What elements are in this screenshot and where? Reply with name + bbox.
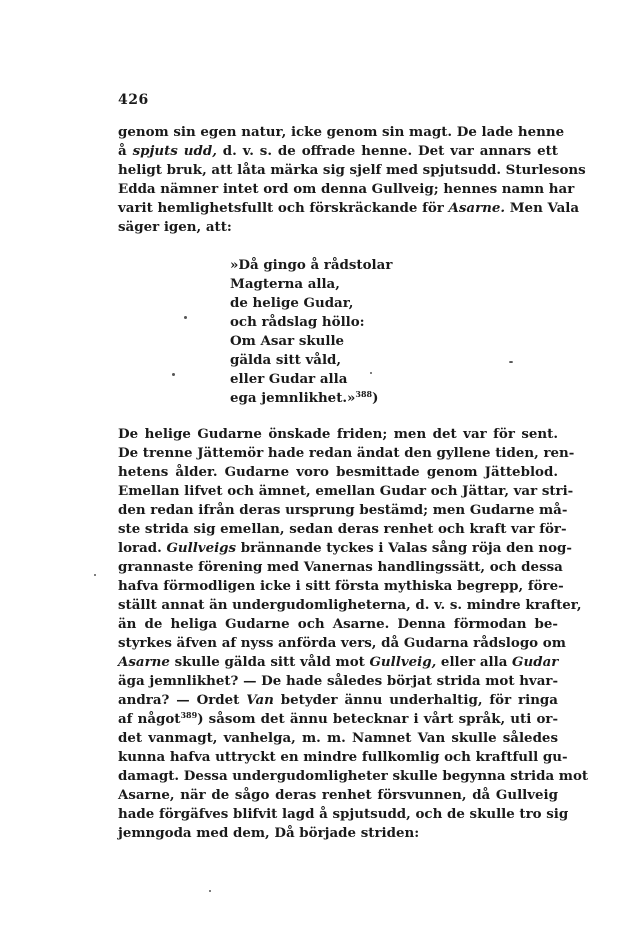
poem-line: och rådslag höllo:: [230, 314, 365, 330]
print-speck: [172, 373, 175, 376]
text-line: De helige Gudarne önskade friden; men det var för sent.: [118, 426, 558, 442]
paragraph-2: [118, 425, 589, 843]
poem-line: Magterna alla,: [230, 276, 340, 292]
text-line: det vanmagt, vanhelga, m. m. Namnet Van skulle således: [118, 730, 558, 746]
text-line: ste strida sig emellan, sedan deras renhet och kraft var för-: [118, 521, 567, 537]
print-speck: [184, 316, 187, 319]
text-line: andra? — Ordet Van betyder ännu underhaltig, för ringa: [118, 692, 558, 708]
text-line: ställt annat än undergudomligheterna, d. v. s. mindre krafter,: [118, 597, 582, 613]
print-speck: [370, 372, 372, 374]
poem-line: ega jemnlikhet.»$^{388}$): [230, 389, 379, 406]
text-line: kunna hafva uttryckt en mindre fullkomlig och kraftfull gu-: [118, 749, 568, 765]
text-line: af något$^{389}$) såsom det ännu betecknar i vårt språk, uti or-: [118, 710, 558, 727]
text-line: hetens ålder. Gudarne voro besmittade genom Jätteblod.: [118, 464, 558, 480]
text-line: lorad. Gullveigs brännande tyckes i Valas sång röja den nog-: [118, 540, 572, 556]
text-line: än de heliga Gudarne och Asarne. Denna förmodan be-: [118, 616, 558, 632]
print-speck: [509, 361, 513, 363]
text-line: styrkes äfven af nyss anförda vers, då Gudarna rådslogo om: [118, 635, 566, 651]
text-line: damagt. Dessa undergudomligheter skulle begynna strida mot: [118, 768, 589, 784]
footnote-ref: 388: [355, 389, 373, 399]
footnote-ref: 389: [180, 710, 198, 720]
text-line: Emellan lifvet och ämnet, emellan Gudar och Jättar, var stri-: [118, 483, 574, 499]
text-line: De trenne Jättemör hade redan ändat den gyllene tiden, ren-: [118, 445, 575, 461]
text-line: jemngoda med dem, Då började striden:: [118, 825, 420, 841]
poem-line: eller Gudar alla: [230, 371, 348, 387]
text-line: å spjuts udd, d. v. s. de offrade henne. Det var annars ett: [118, 143, 558, 159]
poem-quote: [230, 256, 392, 408]
poem-line: gälda sitt våld,: [230, 352, 342, 368]
text-line: säger igen, att:: [118, 219, 232, 235]
text-line: genom sin egen natur, icke genom sin magt. De lade henne: [118, 124, 565, 140]
print-speck: [209, 890, 211, 892]
print-speck: [94, 574, 96, 576]
text-line: Asarne skulle gälda sitt våld mot Gullveig, eller alla Gudar: [118, 654, 559, 670]
text-line: äga jemnlikhet? — De hade således börjat strida mot hvar-: [118, 673, 558, 689]
text-line: hafva förmodligen icke i sitt första mythiska begrepp, före-: [118, 578, 564, 594]
text-line: heligt bruk, att låta märka sig sjelf med spjutsudd. Sturlesons: [118, 162, 586, 178]
text-line: varit hemlighetsfullt och förskräckande för Asarne. Men Vala: [118, 200, 580, 216]
paragraph-1: [118, 123, 586, 237]
poem-line: »Då gingo å rådstolar: [230, 257, 393, 273]
page-number: 426: [118, 92, 149, 108]
text-line: grannaste förening med Vanernas handlingssätt, och dessa: [118, 559, 563, 575]
text-line: Edda nämner intet ord om denna Gullveig; hennes namn har: [118, 181, 575, 197]
text-line: hade förgäfves blifvit lagd å spjutsudd, och de skulle tro sig: [118, 806, 569, 822]
poem-line: Om Asar skulle: [230, 333, 345, 349]
text-line: den redan ifrån deras ursprung bestämd; men Gudarne må-: [118, 502, 568, 518]
text-line: Asarne, när de sågo deras renhet försvunnen, då Gullveig: [118, 787, 558, 803]
poem-line: de helige Gudar,: [230, 295, 354, 311]
